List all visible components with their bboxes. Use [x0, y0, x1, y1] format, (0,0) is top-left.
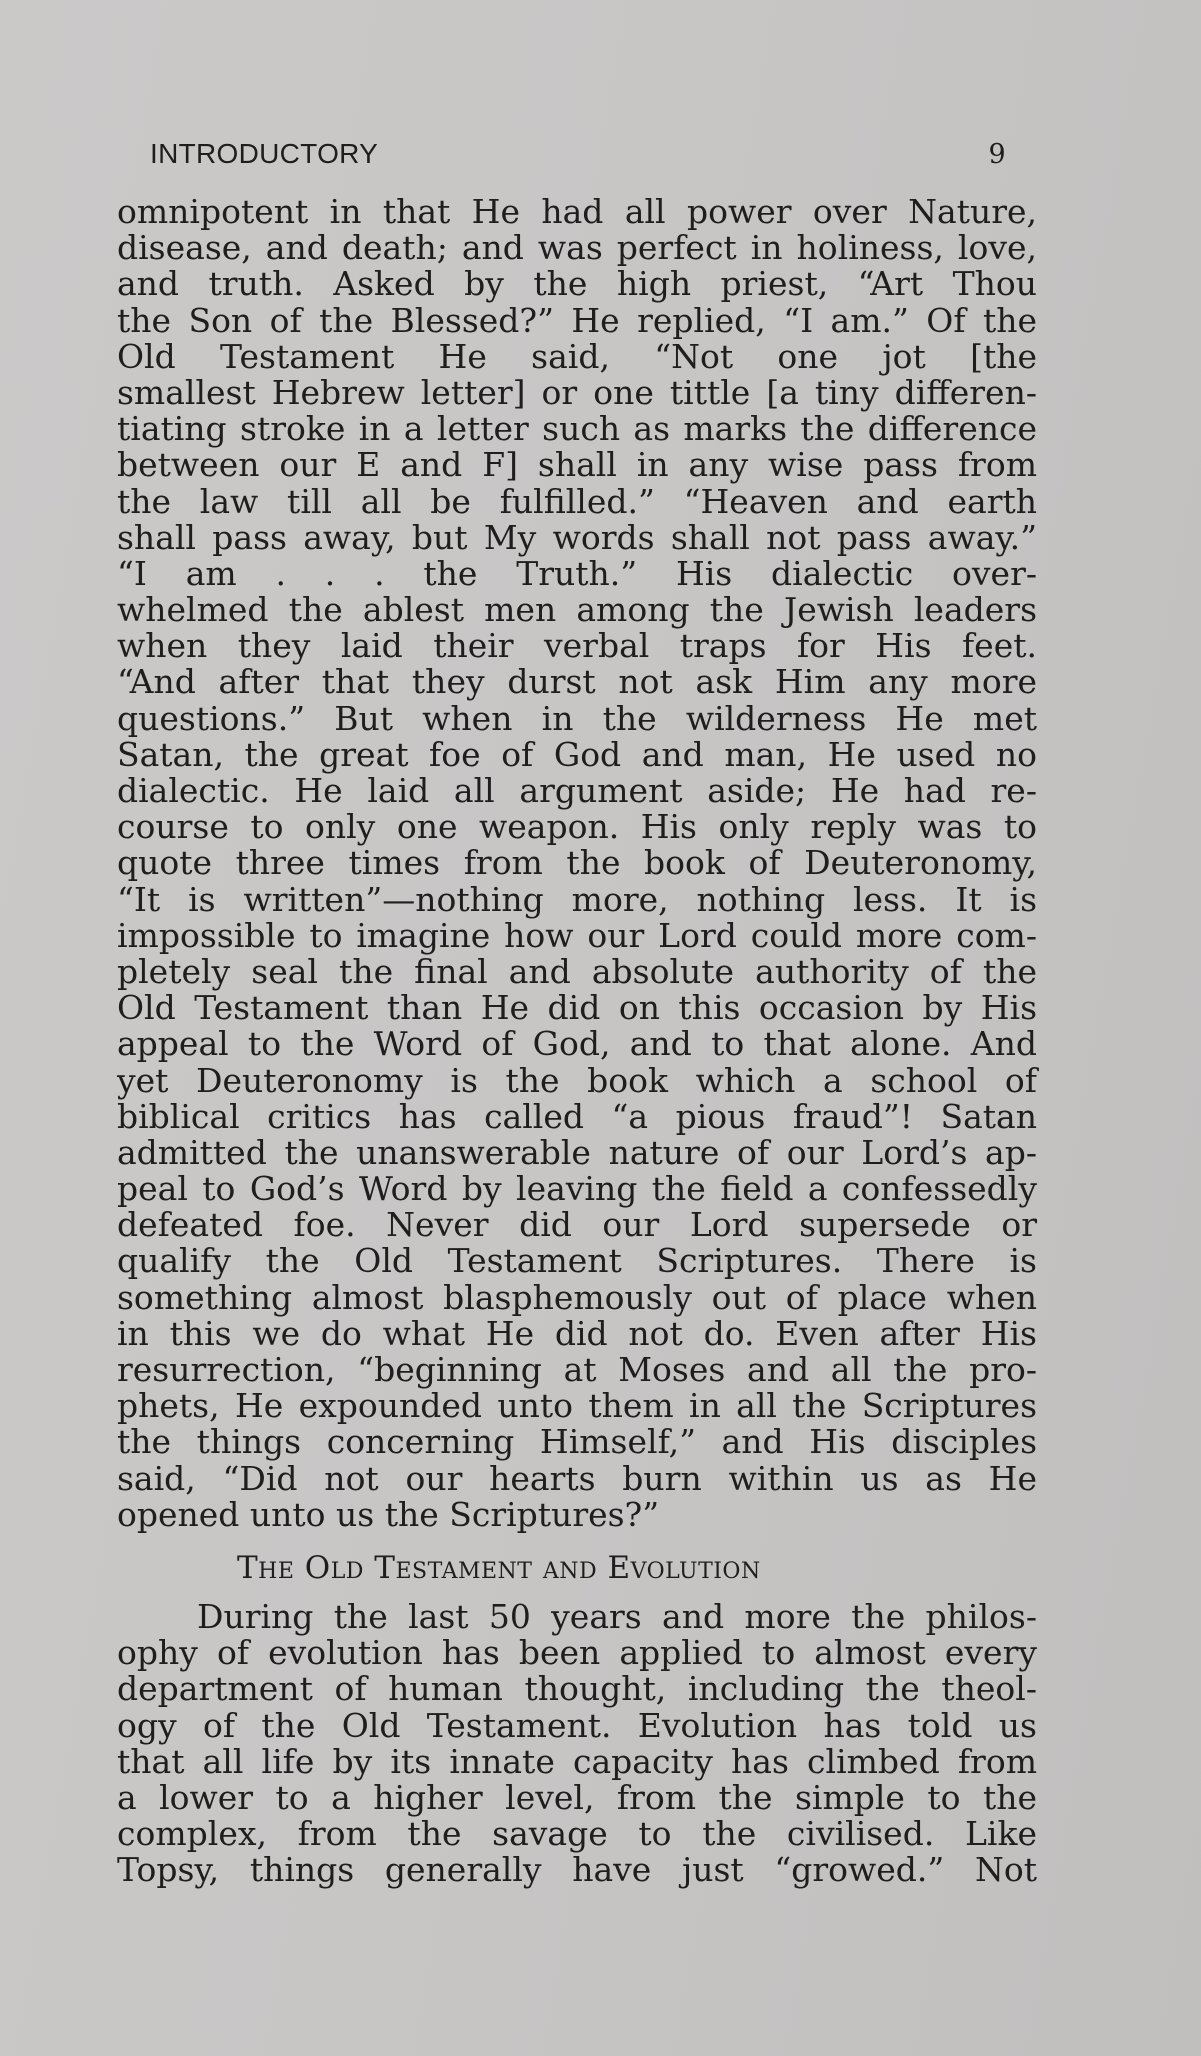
text-line: “It is written”—nothing more, nothing less. It is: [117, 879, 1037, 919]
text-line: smallest Hebrew letter] or one tittle [a tiny differen-: [117, 372, 1037, 412]
text-line: quote three times from the book of Deuteronomy,: [117, 843, 1037, 883]
running-head: [150, 134, 1006, 174]
text-line: opened unto us the Scriptures?”: [117, 1494, 660, 1534]
text-line: During the last 50 years and more the philos-: [197, 1596, 1037, 1636]
text-line: that all life by its innate capacity has climbed from: [117, 1741, 1037, 1781]
text-line: tiating stroke in a letter such as marks the difference: [117, 409, 1037, 449]
body-text: [117, 194, 1037, 1888]
text-line: and truth. Asked by the high priest, “Art Thou: [117, 264, 1037, 304]
text-line: qualify the Old Testament Scriptures. There is: [117, 1241, 1037, 1281]
text-line: between our E and F] shall in any wise pass from: [117, 445, 1037, 485]
text-line: pletely seal the final and absolute authority of the: [117, 951, 1037, 991]
text-line: impossible to imagine how our Lord could more com-: [117, 915, 1037, 955]
text-line: phets, He expounded unto them in all the Scriptures: [117, 1386, 1037, 1426]
text-line: when they laid their verbal traps for His feet.: [117, 626, 1037, 666]
section-heading: The Old Testament and Evolution: [237, 1549, 761, 1586]
text-line: appeal to the Word of God, and to that alone. And: [117, 1024, 1037, 1064]
page-number: 9: [988, 138, 1006, 170]
text-line: whelmed the ablest men among the Jewish leaders: [117, 590, 1037, 630]
text-line: a lower to a higher level, from the simple to the: [117, 1777, 1037, 1817]
text-line: questions.” But when in the wilderness He met: [117, 698, 1037, 738]
text-line: ogy of the Old Testament. Evolution has told us: [117, 1705, 1037, 1745]
text-line: peal to God’s Word by leaving the field a confessedly: [117, 1169, 1037, 1209]
text-line: Old Testament than He did on this occasion by His: [117, 988, 1037, 1028]
text-line: shall pass away, but My words shall not pass away.”: [117, 517, 1037, 557]
text-line: ophy of evolution has been applied to almost every: [117, 1633, 1037, 1673]
text-line: Old Testament He said, “Not one jot [the: [117, 336, 1037, 376]
text-line: Satan, the great foe of God and man, He used no: [117, 734, 1037, 774]
text-line: disease, and death; and was perfect in holiness, love,: [117, 228, 1037, 268]
paragraph-2: [117, 1596, 1037, 1890]
text-line: dialectic. He laid all argument aside; He had re-: [117, 771, 1037, 810]
text-line: said, “Did not our hearts burn within us as He: [117, 1458, 1037, 1498]
text-line: in this we do what He did not do. Even after His: [117, 1313, 1037, 1353]
text-line: department of human thought, including the theol-: [117, 1669, 1037, 1709]
text-line: something almost blasphemously out of place when: [117, 1277, 1037, 1317]
text-line: Topsy, things generally have just “growed.” Not: [117, 1850, 1037, 1890]
text-line: resurrection, “beginning at Moses and all the pro-: [117, 1350, 1037, 1389]
text-line: defeated foe. Never did our Lord supersede or: [117, 1205, 1037, 1245]
text-line: yet Deuteronomy is the book which a school of: [117, 1060, 1037, 1100]
text-line: “And after that they durst not ask Him any more: [117, 662, 1037, 702]
text-line: complex, from the savage to the civilised. Like: [117, 1814, 1037, 1854]
text-line: biblical critics has called “a pious fraud”! Satan: [117, 1096, 1037, 1136]
paragraph-1: [117, 194, 1037, 1533]
text-line: the law till all be fulfilled.” “Heaven and earth: [117, 481, 1037, 521]
text-line: the Son of the Blessed?” He replied, “I am.” Of the: [117, 300, 1037, 340]
running-head-title: INTRODUCTORY: [150, 138, 379, 169]
text-line: “I am . . . the Truth.” His dialectic over-: [117, 553, 1037, 593]
text-line: omnipotent in that He had all power over Nature,: [117, 192, 1037, 231]
text-line: the things concerning Himself,” and His disciples: [117, 1422, 1037, 1462]
text-line: admitted the unanswerable nature of our Lord’s ap-: [117, 1132, 1037, 1172]
text-line: course to only one weapon. His only reply was to: [117, 807, 1037, 847]
